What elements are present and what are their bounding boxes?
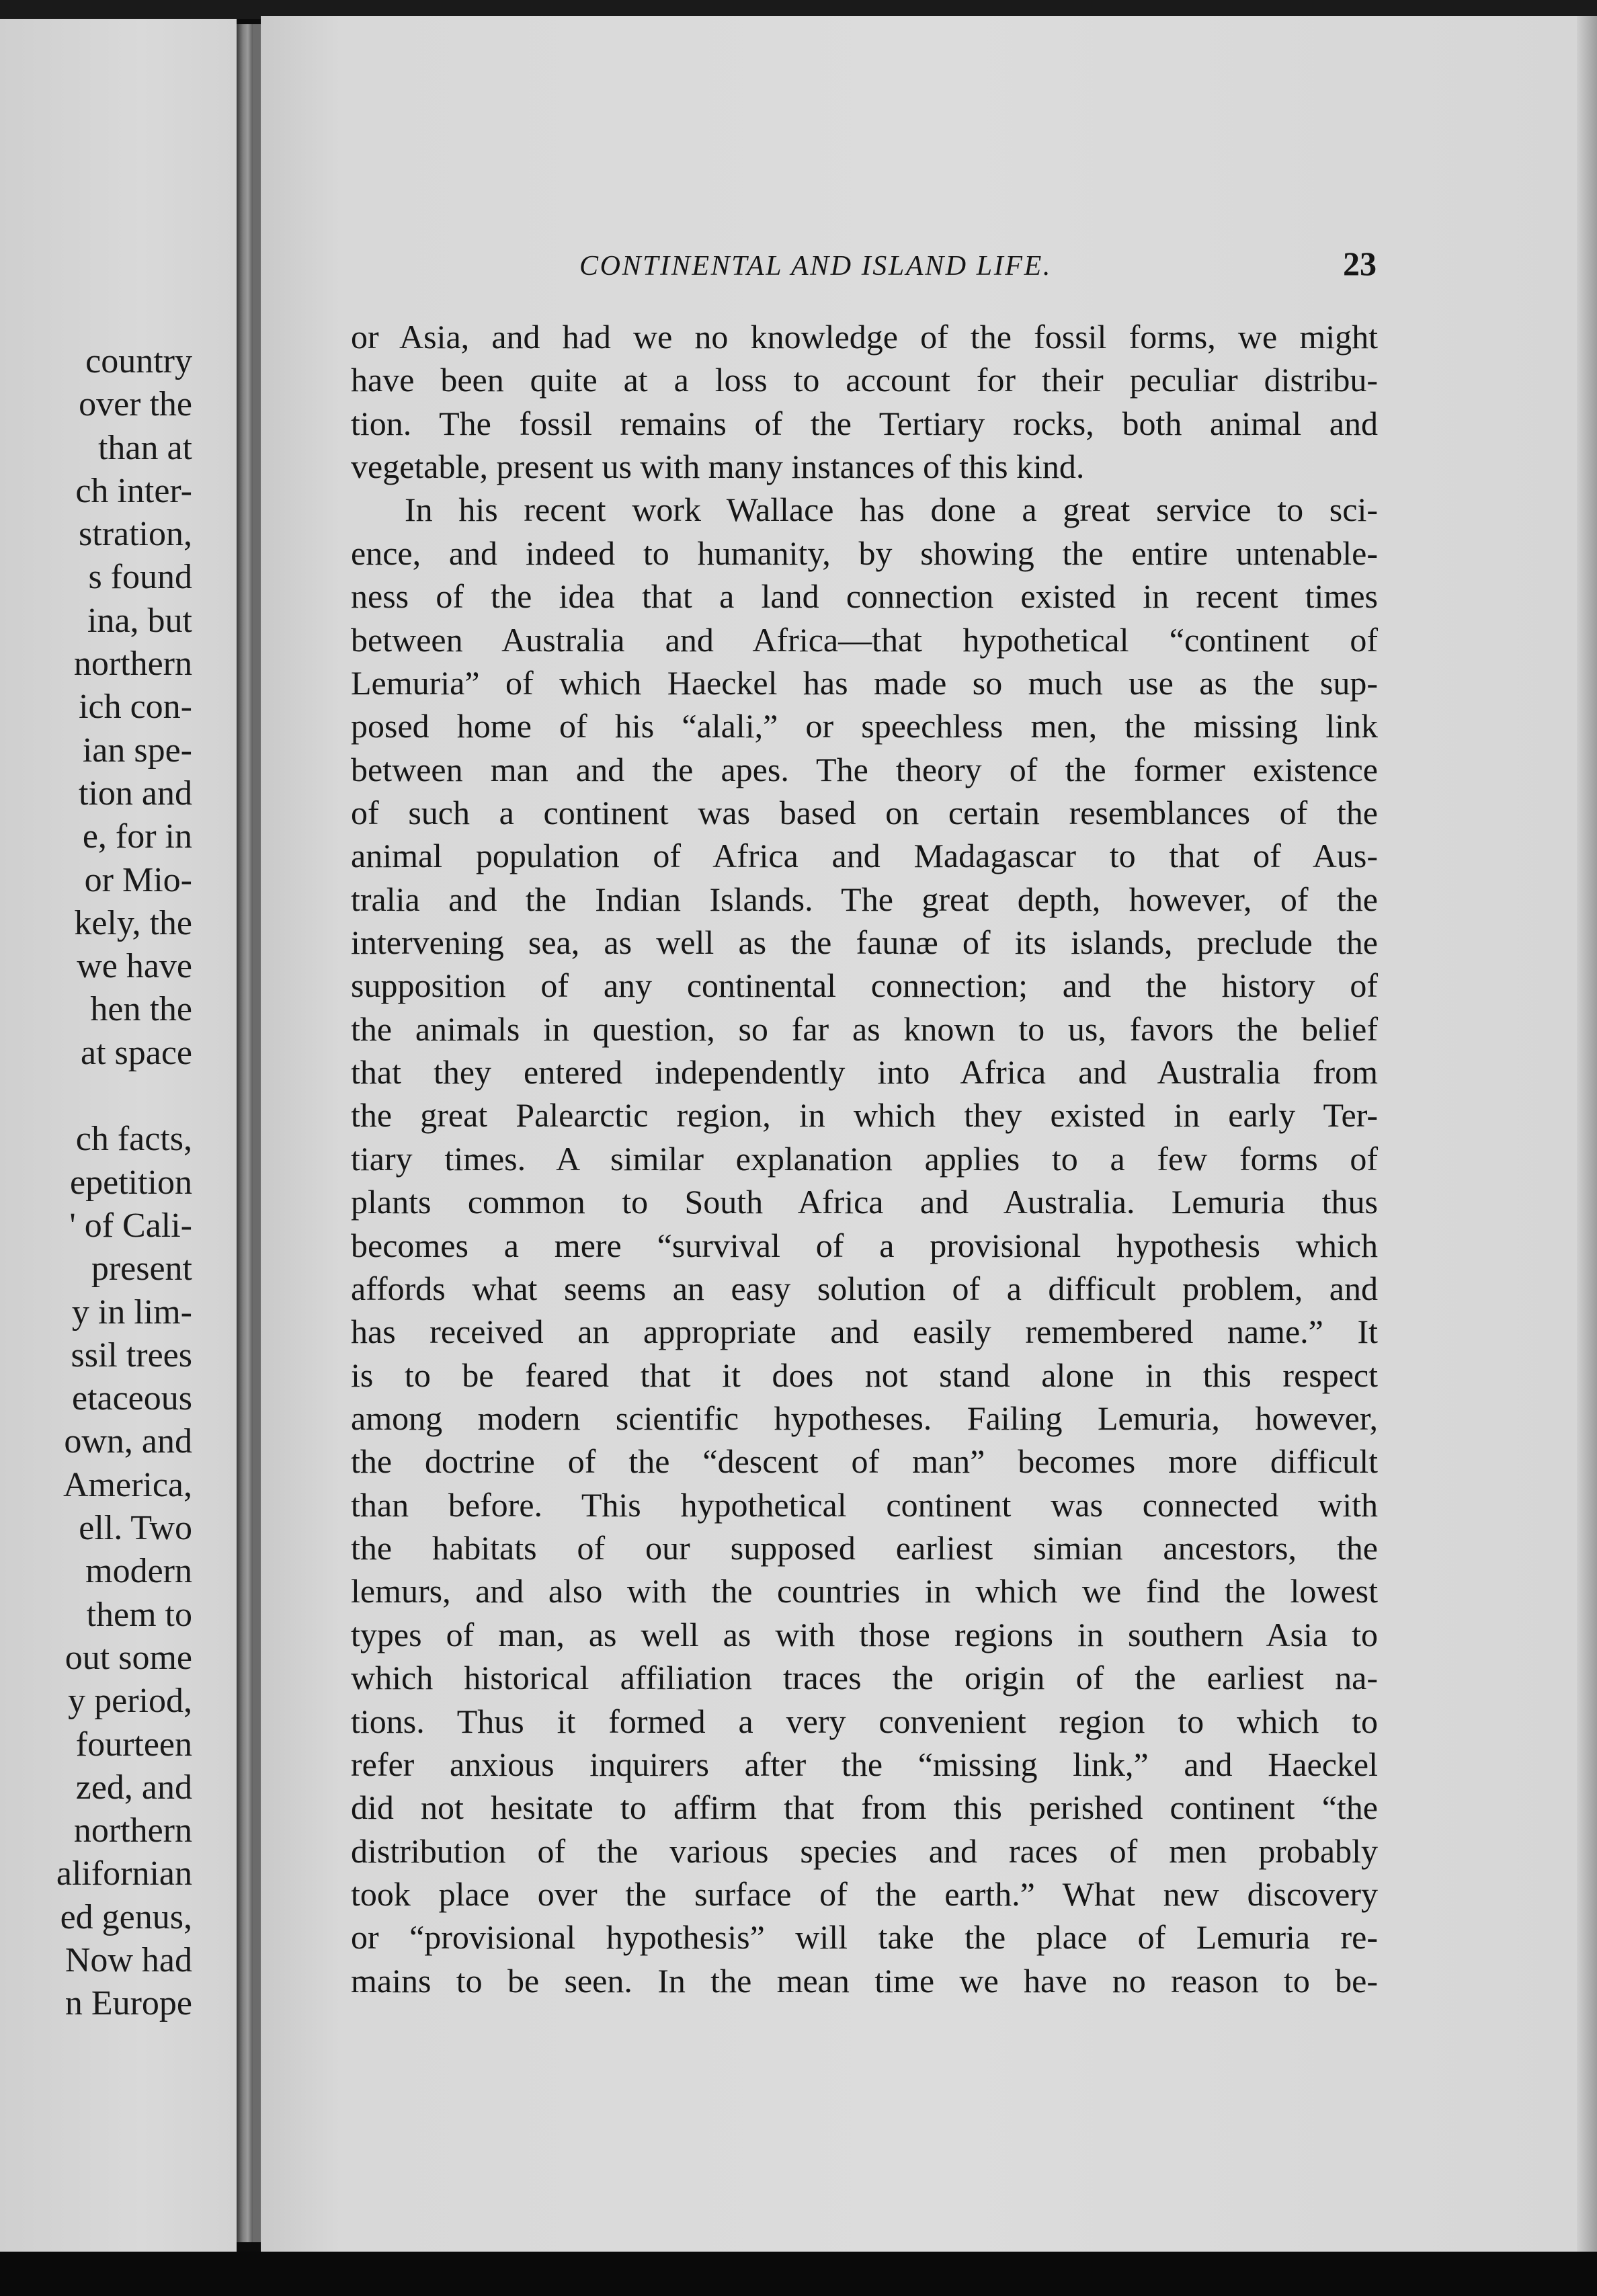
left-line: ed genus, bbox=[60, 1897, 192, 1936]
left-line: ell. Two bbox=[79, 1509, 192, 1548]
text-line: plants common to South Africa and Australia. Lemuria thus bbox=[351, 1183, 1378, 1221]
text-line: types of man, as well as with those regions in southern Asia to bbox=[351, 1615, 1378, 1653]
text-line: did not hesitate to affirm that from this perished continent “the bbox=[351, 1789, 1378, 1827]
left-line: ina, but bbox=[87, 601, 192, 640]
text-line: that they entered independently into Africa and Australia from bbox=[351, 1053, 1378, 1092]
text-line: Lemuria” of which Haeckel has made so much use as the sup- bbox=[351, 663, 1378, 702]
left-line: own, and bbox=[64, 1422, 192, 1461]
left-line: alifornian bbox=[56, 1854, 192, 1893]
left-line: present bbox=[91, 1249, 192, 1288]
text-line: ness of the idea that a land connection existed in recent times bbox=[351, 577, 1378, 616]
paragraph-first-line: In his recent work Wallace has done a great service to sci- bbox=[405, 491, 1378, 529]
text-line: between Australia and Africa—that hypothetical “continent of bbox=[351, 620, 1378, 659]
left-line: etaceous bbox=[71, 1379, 192, 1418]
left-line: than at bbox=[97, 428, 192, 467]
text-line: of such a continent was based on certain resemblances of the bbox=[351, 793, 1378, 831]
left-line: stration, bbox=[79, 515, 192, 554]
left-page bbox=[0, 19, 237, 2257]
left-line: America, bbox=[63, 1465, 192, 1504]
text-line: intervening sea, as well as the faunæ of its islands, preclude the bbox=[351, 924, 1378, 962]
text-line: has received an appropriate and easily remembered name.” It bbox=[351, 1313, 1378, 1351]
left-line: tion and bbox=[79, 774, 192, 813]
left-line: hen the bbox=[90, 990, 192, 1029]
body-text bbox=[351, 315, 1378, 2002]
book-gutter bbox=[237, 24, 253, 2242]
text-line: is to be feared that it does not stand alone in this respect bbox=[351, 1356, 1378, 1394]
text-line: tiary times. A similar explanation applies to a few forms of bbox=[351, 1139, 1378, 1178]
text-line: vegetable, present us with many instances of this kind. bbox=[351, 448, 1085, 486]
text-line: or Asia, and had we no knowledge of the fossil forms, we might bbox=[351, 318, 1378, 356]
text-line: animal population of Africa and Madagascar to that of Aus- bbox=[351, 837, 1378, 875]
text-line: the doctrine of the “descent of man” becomes more difficult bbox=[351, 1442, 1378, 1481]
left-line: out some bbox=[65, 1638, 192, 1677]
left-line: northern bbox=[73, 645, 192, 684]
left-line: over the bbox=[79, 385, 192, 424]
left-line: y in lim- bbox=[71, 1293, 192, 1331]
left-line: y period, bbox=[68, 1682, 192, 1721]
left-line: we have bbox=[77, 947, 192, 986]
text-line: took place over the surface of the earth.” What new discovery bbox=[351, 1875, 1378, 1913]
text-line: the animals in question, so far as known to us, favors the belief bbox=[351, 1010, 1378, 1048]
text-line: posed home of his “alali,” or speechless men, the missing link bbox=[351, 707, 1378, 745]
gutter-shadow bbox=[253, 24, 261, 2242]
text-line: between man and the apes. The theory of the former existence bbox=[351, 750, 1378, 788]
running-head: CONTINENTAL AND ISLAND LIFE. bbox=[579, 251, 1052, 282]
text-line: tions. Thus it formed a very convenient region to which to bbox=[351, 1702, 1378, 1740]
left-line: n Europe bbox=[65, 1984, 192, 2023]
left-line: ch facts, bbox=[75, 1120, 192, 1159]
left-line: ssil trees bbox=[71, 1336, 192, 1375]
left-line: zed, and bbox=[75, 1768, 192, 1807]
left-line: fourteen bbox=[75, 1725, 192, 1764]
page-edge-shadow bbox=[1577, 16, 1597, 2254]
text-line: tion. The fossil remains of the Tertiary rocks, both animal and bbox=[351, 404, 1378, 442]
left-line: ' of Cali- bbox=[69, 1206, 192, 1245]
text-line: supposition of any continental connection; and the history of bbox=[351, 967, 1378, 1005]
left-line: ch inter- bbox=[75, 471, 192, 510]
text-line: or “provisional hypothesis” will take the place of Lemuria re- bbox=[351, 1918, 1378, 1957]
left-page-text bbox=[56, 340, 192, 2026]
left-line: epetition bbox=[70, 1163, 192, 1202]
text-line: tralia and the Indian Islands. The great depth, however, of the bbox=[351, 880, 1378, 918]
text-line: affords what seems an easy solution of a difficult problem, and bbox=[351, 1269, 1378, 1307]
left-line: them to bbox=[86, 1595, 192, 1634]
text-line: lemurs, and also with the countries in which we find the lowest bbox=[351, 1572, 1378, 1610]
scan-bottom-edge bbox=[0, 2252, 1597, 2296]
left-line: or Mio- bbox=[84, 860, 192, 899]
left-line: kely, the bbox=[74, 903, 192, 942]
left-line: modern bbox=[85, 1552, 192, 1591]
text-line: mains to be seen. In the mean time we have no reason to be- bbox=[351, 1961, 1378, 2000]
text-line: among modern scientific hypotheses. Failing Lemuria, however, bbox=[351, 1399, 1378, 1437]
page-number: 23 bbox=[1343, 245, 1377, 282]
text-line: ence, and indeed to humanity, by showing the entire untenable- bbox=[351, 534, 1378, 572]
left-line: country bbox=[85, 342, 192, 380]
left-line: Now had bbox=[65, 1940, 192, 1979]
left-line: e, for in bbox=[82, 817, 192, 856]
text-line: have been quite at a loss to account for their peculiar distribu- bbox=[351, 361, 1378, 399]
text-line: the great Palearctic region, in which they existed in early Ter- bbox=[351, 1096, 1378, 1135]
text-line: distribution of the various species and races of men probably bbox=[351, 1832, 1378, 1870]
text-line: than before. This hypothetical continent was connected with bbox=[351, 1485, 1378, 1524]
left-line: s found bbox=[88, 558, 192, 597]
text-line: which historical affiliation traces the origin of the earliest na- bbox=[351, 1659, 1378, 1697]
left-paragraph-gap bbox=[56, 1075, 192, 1118]
text-line: becomes a mere “survival of a provisional hypothesis which bbox=[351, 1226, 1378, 1264]
text-line: refer anxious inquirers after the “missing link,” and Haeckel bbox=[351, 1745, 1378, 1783]
left-line: ich con- bbox=[79, 688, 192, 727]
left-line: at space bbox=[80, 1033, 192, 1072]
left-line: northern bbox=[73, 1811, 192, 1850]
text-line: the habitats of our supposed earliest simian ancestors, the bbox=[351, 1529, 1378, 1567]
left-line: ian spe- bbox=[82, 731, 192, 770]
